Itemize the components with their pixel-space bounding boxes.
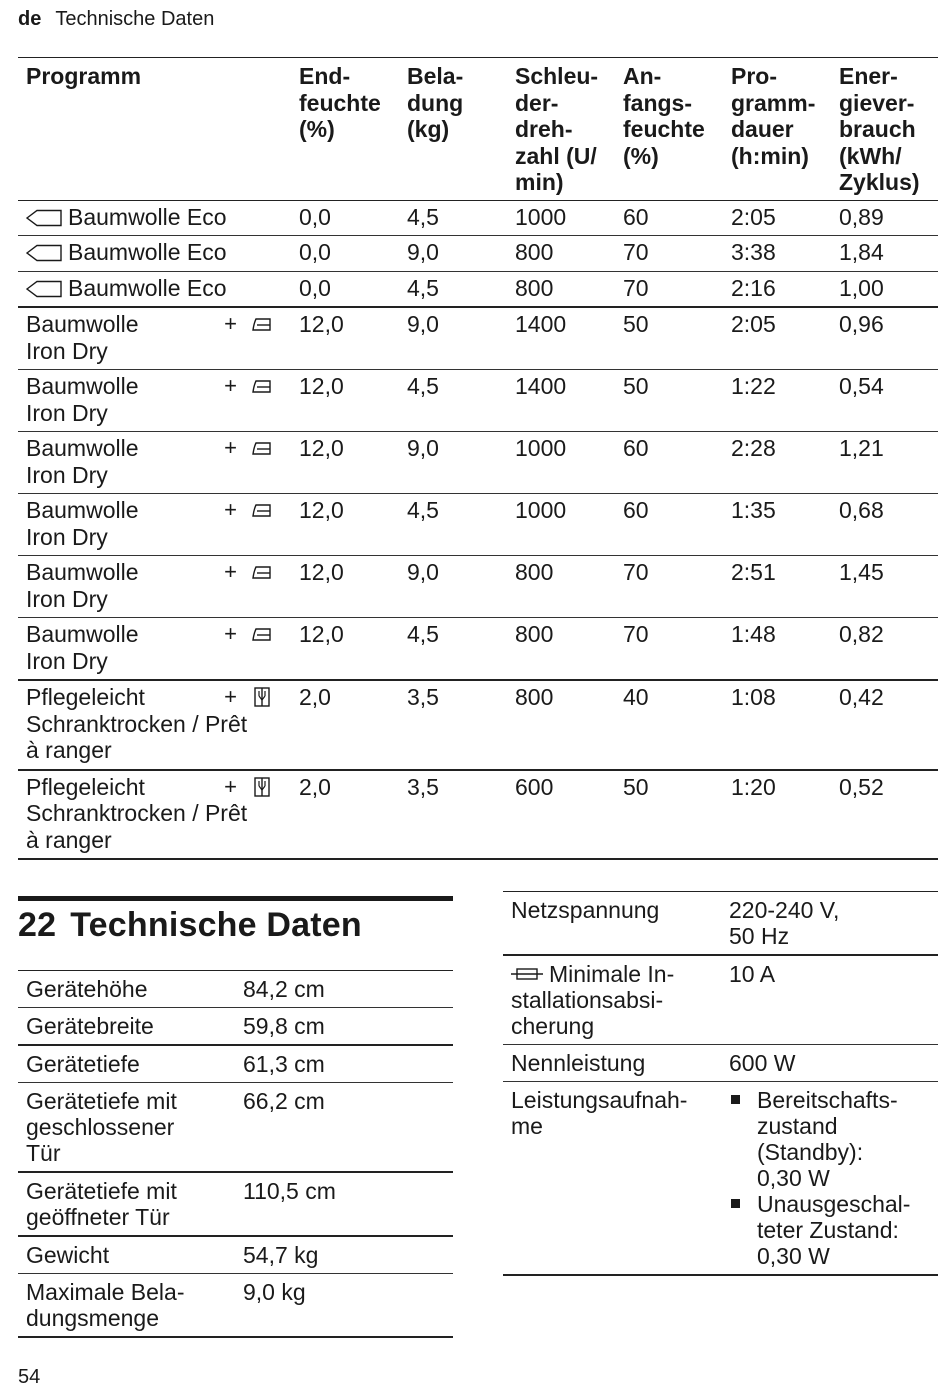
- bullet-line: 0,30 W: [757, 1165, 830, 1191]
- spec-row: [18, 1045, 453, 1083]
- spec-row: [503, 955, 938, 1045]
- program-name-line: Iron Dry: [26, 337, 108, 364]
- spec-label-line: Gerätetiefe: [26, 1051, 140, 1077]
- value-cell: 0,52: [831, 770, 938, 860]
- table-row: [18, 770, 938, 860]
- iron-icon: [251, 376, 273, 396]
- value-cell: 4,5: [399, 271, 507, 307]
- spec-label: [18, 1008, 235, 1046]
- spec-value-line: 50 Hz: [729, 923, 790, 949]
- column-header-line: min): [515, 169, 564, 195]
- column-header-line: End-: [299, 63, 351, 89]
- spec-row: [503, 1045, 938, 1082]
- value-cell: 60: [615, 200, 723, 236]
- column-header: [507, 58, 615, 201]
- column-header-line: dauer: [731, 116, 794, 142]
- table-row: [18, 271, 938, 307]
- value-cell: 70: [615, 618, 723, 681]
- bullet-list: [729, 1087, 930, 1269]
- column-header-line: giever-: [839, 89, 915, 116]
- spec-label-text: me: [511, 1113, 543, 1139]
- plus-sign: +: [224, 773, 237, 799]
- column-header: [291, 58, 399, 201]
- iron-icon: [251, 624, 273, 644]
- plus-sign: +: [224, 311, 237, 336]
- section-title: Technische Daten: [70, 906, 362, 944]
- value-cell: 1400: [507, 307, 615, 370]
- spec-value: 54,7 kg: [235, 1236, 453, 1274]
- spec-label-line: Gewicht: [26, 1242, 110, 1268]
- spec-label: [18, 971, 235, 1008]
- iron-icon: [251, 438, 273, 458]
- spec-label-line: [511, 987, 713, 1013]
- value-cell: 1,45: [831, 556, 938, 618]
- value-cell: 9,0: [399, 307, 507, 370]
- program-name-line: [26, 497, 283, 524]
- value-cell: 800: [507, 236, 615, 272]
- value-cell: 1:22: [723, 370, 831, 432]
- spec-label-line: Gerätehöhe: [26, 976, 148, 1002]
- column-header-line: An-: [623, 63, 662, 89]
- program-option-symbol: [224, 684, 283, 711]
- value-cell: 1:08: [723, 680, 831, 770]
- program-name-line: [26, 774, 283, 801]
- table-row: [18, 236, 938, 272]
- program-name: Baumwolle Eco: [68, 274, 227, 301]
- table-row: [18, 370, 938, 432]
- column-header-line: dreh-: [515, 116, 573, 142]
- value-cell: 4,5: [399, 370, 507, 432]
- program-name-cell: [18, 770, 291, 860]
- eco-icon: [26, 209, 62, 227]
- value-cell: 0,82: [831, 618, 938, 681]
- value-cell: 800: [507, 271, 615, 307]
- bullet-line: zustand: [757, 1113, 838, 1139]
- dimensions-table: [18, 970, 453, 1338]
- program-name: Baumwolle: [26, 621, 139, 647]
- value-cell: 9,0: [399, 432, 507, 494]
- section-heading: [18, 906, 362, 945]
- spec-value: [721, 1045, 938, 1082]
- program-name-line: Iron Dry: [26, 523, 108, 550]
- value-cell: 1,00: [831, 271, 938, 307]
- electrical-table: [503, 891, 938, 1276]
- table-row: [18, 494, 938, 556]
- bullet-line: Bereitschafts-: [757, 1087, 898, 1113]
- column-header-line: Pro-: [731, 63, 777, 89]
- program-name-cell: [18, 680, 291, 770]
- value-cell: 2,0: [291, 680, 399, 770]
- spec-label-line: [511, 1013, 713, 1039]
- spec-label-line: Gerätetiefe mit: [26, 1178, 177, 1204]
- section-number: 22: [18, 906, 57, 944]
- value-cell: 50: [615, 370, 723, 432]
- value-cell: 50: [615, 307, 723, 370]
- plus-sign: +: [224, 497, 237, 522]
- value-cell: 4,5: [399, 200, 507, 236]
- program-name-line: [26, 239, 283, 266]
- value-cell: 9,0: [399, 236, 507, 272]
- program-name: Baumwolle: [26, 559, 139, 585]
- program-name-line: Iron Dry: [26, 399, 108, 426]
- column-header: [18, 58, 291, 201]
- column-header-line: (h:min): [731, 142, 809, 169]
- spec-row: [503, 892, 938, 956]
- program-name: Baumwolle Eco: [68, 239, 227, 265]
- spec-label-text: Netzspannung: [511, 897, 660, 923]
- cupboard-icon: [251, 687, 273, 707]
- spec-label-line: [511, 897, 713, 923]
- spec-label-line: geschlossener: [26, 1114, 175, 1140]
- program-name-line: [26, 559, 283, 586]
- value-cell: 12,0: [291, 370, 399, 432]
- plus-sign: +: [224, 559, 237, 584]
- spec-label: [18, 1083, 235, 1173]
- column-header-line: dung: [407, 89, 464, 116]
- program-name-line: [26, 435, 283, 462]
- value-cell: 0,42: [831, 680, 938, 770]
- spec-label-line: [511, 961, 713, 987]
- plus-sign: +: [224, 435, 237, 460]
- value-cell: 0,0: [291, 236, 399, 272]
- value-cell: 70: [615, 271, 723, 307]
- column-header-line: (%): [299, 116, 335, 142]
- value-cell: 4,5: [399, 494, 507, 556]
- column-header-line: Programm: [26, 63, 142, 89]
- value-cell: 60: [615, 494, 723, 556]
- bullet-item: [729, 1087, 930, 1191]
- column-header-line: feuchte: [623, 116, 705, 142]
- plus-sign: +: [224, 684, 237, 709]
- spec-value-line: 10 A: [729, 961, 776, 987]
- spec-row: [18, 971, 453, 1008]
- program-name: Baumwolle: [26, 311, 139, 337]
- program-name-cell: [18, 556, 291, 618]
- program-name-line: Iron Dry: [26, 585, 108, 612]
- table-row: [18, 680, 938, 770]
- section-rule: [18, 896, 453, 901]
- spec-value: 59,8 cm: [235, 1008, 453, 1046]
- bullet-line: Unausgeschal-: [757, 1191, 911, 1217]
- spec-label-line: [511, 1113, 713, 1139]
- value-cell: 70: [615, 236, 723, 272]
- value-cell: 1,21: [831, 432, 938, 494]
- iron-icon: [251, 500, 273, 520]
- value-cell: 0,0: [291, 271, 399, 307]
- value-cell: 800: [507, 618, 615, 681]
- spec-row: [18, 1083, 453, 1173]
- header-section-title: Technische Daten: [55, 8, 215, 30]
- iron-icon: [251, 314, 273, 334]
- eco-icon: [26, 280, 62, 298]
- spec-row: [18, 1172, 453, 1236]
- program-option-symbol: [224, 435, 283, 462]
- program-name-cell: [18, 618, 291, 681]
- spec-value: [721, 1082, 938, 1276]
- bullet-line: (Standby):: [757, 1139, 864, 1165]
- column-header-line: Zyklus): [839, 169, 920, 195]
- column-header-line: (kg): [407, 116, 450, 142]
- spec-row: [18, 1236, 453, 1274]
- program-name-line: [26, 204, 283, 231]
- plus-sign: +: [224, 373, 237, 398]
- table-row: [18, 556, 938, 618]
- spec-label: [18, 1045, 235, 1083]
- spec-label: [18, 1236, 235, 1274]
- value-cell: 0,54: [831, 370, 938, 432]
- spec-label-text: stallationsabsi-: [511, 987, 664, 1013]
- value-cell: 2,0: [291, 770, 399, 860]
- spec-label-text: Nennleistung: [511, 1050, 646, 1076]
- spec-label-line: Tür: [26, 1140, 61, 1166]
- column-header-line: Ener-: [839, 63, 898, 89]
- column-header-line: der-: [515, 89, 559, 116]
- value-cell: 40: [615, 680, 723, 770]
- spec-row: [503, 1082, 938, 1276]
- spec-value-line: 220-240 V,: [729, 897, 840, 923]
- program-consumption-table: [18, 57, 938, 860]
- program-name-cell: [18, 307, 291, 370]
- program-name-cell: [18, 271, 291, 307]
- spec-label-line: [511, 1050, 713, 1076]
- value-cell: 2:05: [723, 307, 831, 370]
- value-cell: 3:38: [723, 236, 831, 272]
- program-name-line: Schranktrocken / Prêt: [26, 710, 248, 737]
- value-cell: 60: [615, 432, 723, 494]
- table-header-row: [18, 58, 938, 201]
- program-name: Baumwolle: [26, 373, 139, 399]
- column-header-line: feuchte: [299, 89, 381, 116]
- column-header: [723, 58, 831, 201]
- value-cell: 12,0: [291, 432, 399, 494]
- value-cell: 2:51: [723, 556, 831, 618]
- spec-value: 110,5 cm: [235, 1172, 453, 1236]
- spec-label-text: cherung: [511, 1013, 595, 1039]
- program-name-line: Iron Dry: [26, 461, 108, 488]
- spec-label: [18, 1274, 235, 1338]
- value-cell: 1:35: [723, 494, 831, 556]
- value-cell: 1,84: [831, 236, 938, 272]
- table-row: [18, 618, 938, 681]
- spec-label-line: Maximale Bela-: [26, 1279, 185, 1305]
- language-code: de: [18, 8, 42, 30]
- value-cell: 2:05: [723, 200, 831, 236]
- table-row: [18, 200, 938, 236]
- program-option-symbol: [224, 621, 283, 648]
- spec-label-line: Gerätetiefe mit: [26, 1088, 177, 1114]
- program-name: Pflegeleicht: [26, 684, 145, 710]
- column-header-line: Schleu-: [515, 63, 599, 89]
- value-cell: 70: [615, 556, 723, 618]
- page-number: 54: [18, 1366, 41, 1388]
- value-cell: 800: [507, 680, 615, 770]
- spec-label-line: geöffneter Tür: [26, 1204, 170, 1230]
- program-option-symbol: [224, 373, 283, 400]
- plus-sign: +: [224, 621, 237, 646]
- column-header-line: zahl (U/: [515, 142, 597, 169]
- spec-value: 9,0 kg: [235, 1274, 453, 1338]
- value-cell: 4,5: [399, 618, 507, 681]
- program-name-line: [26, 373, 283, 400]
- value-cell: 0,96: [831, 307, 938, 370]
- program-option-symbol: [224, 497, 283, 524]
- column-header-line: (kWh/: [839, 142, 902, 169]
- spec-row: [18, 1008, 453, 1046]
- table-row: [18, 432, 938, 494]
- spec-label-line: dungsmenge: [26, 1305, 159, 1331]
- spec-label: [503, 1082, 721, 1276]
- column-header: [399, 58, 507, 201]
- program-name-line: Schranktrocken / Prêt: [26, 800, 248, 826]
- value-cell: 3,5: [399, 770, 507, 860]
- program-name-line: à ranger: [26, 737, 112, 763]
- value-cell: 2:16: [723, 271, 831, 307]
- iron-icon: [251, 562, 273, 582]
- spec-row: [18, 1274, 453, 1338]
- program-name: Baumwolle Eco: [68, 203, 227, 230]
- spec-label: [18, 1172, 235, 1236]
- value-cell: 1000: [507, 432, 615, 494]
- value-cell: 9,0: [399, 556, 507, 618]
- spec-label: [503, 1045, 721, 1082]
- program-name-line: à ranger: [26, 826, 112, 853]
- page-header: [18, 8, 214, 31]
- spec-value: [721, 892, 938, 956]
- program-name: Baumwolle: [26, 497, 139, 523]
- spec-value-line: 600 W: [729, 1050, 796, 1076]
- value-cell: 1:48: [723, 618, 831, 681]
- spec-value: 66,2 cm: [235, 1083, 453, 1173]
- program-name-line: [26, 621, 283, 648]
- program-option-symbol: [224, 774, 283, 801]
- value-cell: 1:20: [723, 770, 831, 860]
- value-cell: 800: [507, 556, 615, 618]
- program-name-line: Iron Dry: [26, 647, 108, 674]
- value-cell: 0,0: [291, 200, 399, 236]
- spec-label-text: Minimale In-: [549, 961, 675, 987]
- eco-icon: [26, 244, 62, 262]
- spec-label: [503, 955, 721, 1045]
- value-cell: 12,0: [291, 618, 399, 681]
- program-name-cell: [18, 370, 291, 432]
- spec-value: 61,3 cm: [235, 1045, 453, 1083]
- program-option-symbol: [224, 559, 283, 586]
- value-cell: 1000: [507, 494, 615, 556]
- spec-label: [503, 892, 721, 956]
- column-header-line: gramm-: [731, 89, 816, 116]
- program-name: Baumwolle: [26, 435, 139, 461]
- program-name-cell: [18, 432, 291, 494]
- value-cell: 2:28: [723, 432, 831, 494]
- column-header-line: Bela-: [407, 63, 464, 89]
- value-cell: 3,5: [399, 680, 507, 770]
- bullet-line: teter Zustand:: [757, 1217, 899, 1243]
- program-name-cell: [18, 236, 291, 272]
- column-header-line: (%): [623, 142, 659, 169]
- bullet-item: [729, 1191, 930, 1269]
- program-name-line: [26, 275, 283, 302]
- value-cell: 50: [615, 770, 723, 860]
- spec-label-text: Leistungsaufnah-: [511, 1087, 688, 1113]
- program-option-symbol: [224, 311, 283, 338]
- value-cell: 12,0: [291, 556, 399, 618]
- spec-value: [721, 955, 938, 1045]
- value-cell: 0,89: [831, 200, 938, 236]
- bullet-line: 0,30 W: [757, 1243, 830, 1269]
- column-header: [831, 58, 938, 201]
- cupboard-icon: [251, 777, 273, 797]
- program-name-line: [26, 311, 283, 338]
- spec-label-line: [511, 1087, 713, 1113]
- value-cell: 1400: [507, 370, 615, 432]
- program-name-cell: [18, 200, 291, 236]
- program-name: Pflegeleicht: [26, 773, 145, 800]
- program-name-line: [26, 684, 283, 711]
- fuse-icon: [511, 967, 543, 981]
- value-cell: 600: [507, 770, 615, 860]
- value-cell: 1000: [507, 200, 615, 236]
- value-cell: 12,0: [291, 307, 399, 370]
- column-header: [615, 58, 723, 201]
- value-cell: 12,0: [291, 494, 399, 556]
- spec-value: 84,2 cm: [235, 971, 453, 1008]
- program-name-cell: [18, 494, 291, 556]
- spec-label-line: Gerätebreite: [26, 1013, 154, 1039]
- table-row: [18, 307, 938, 370]
- value-cell: 0,68: [831, 494, 938, 556]
- column-header-line: fangs-: [623, 89, 692, 116]
- column-header-line: brauch: [839, 116, 916, 142]
